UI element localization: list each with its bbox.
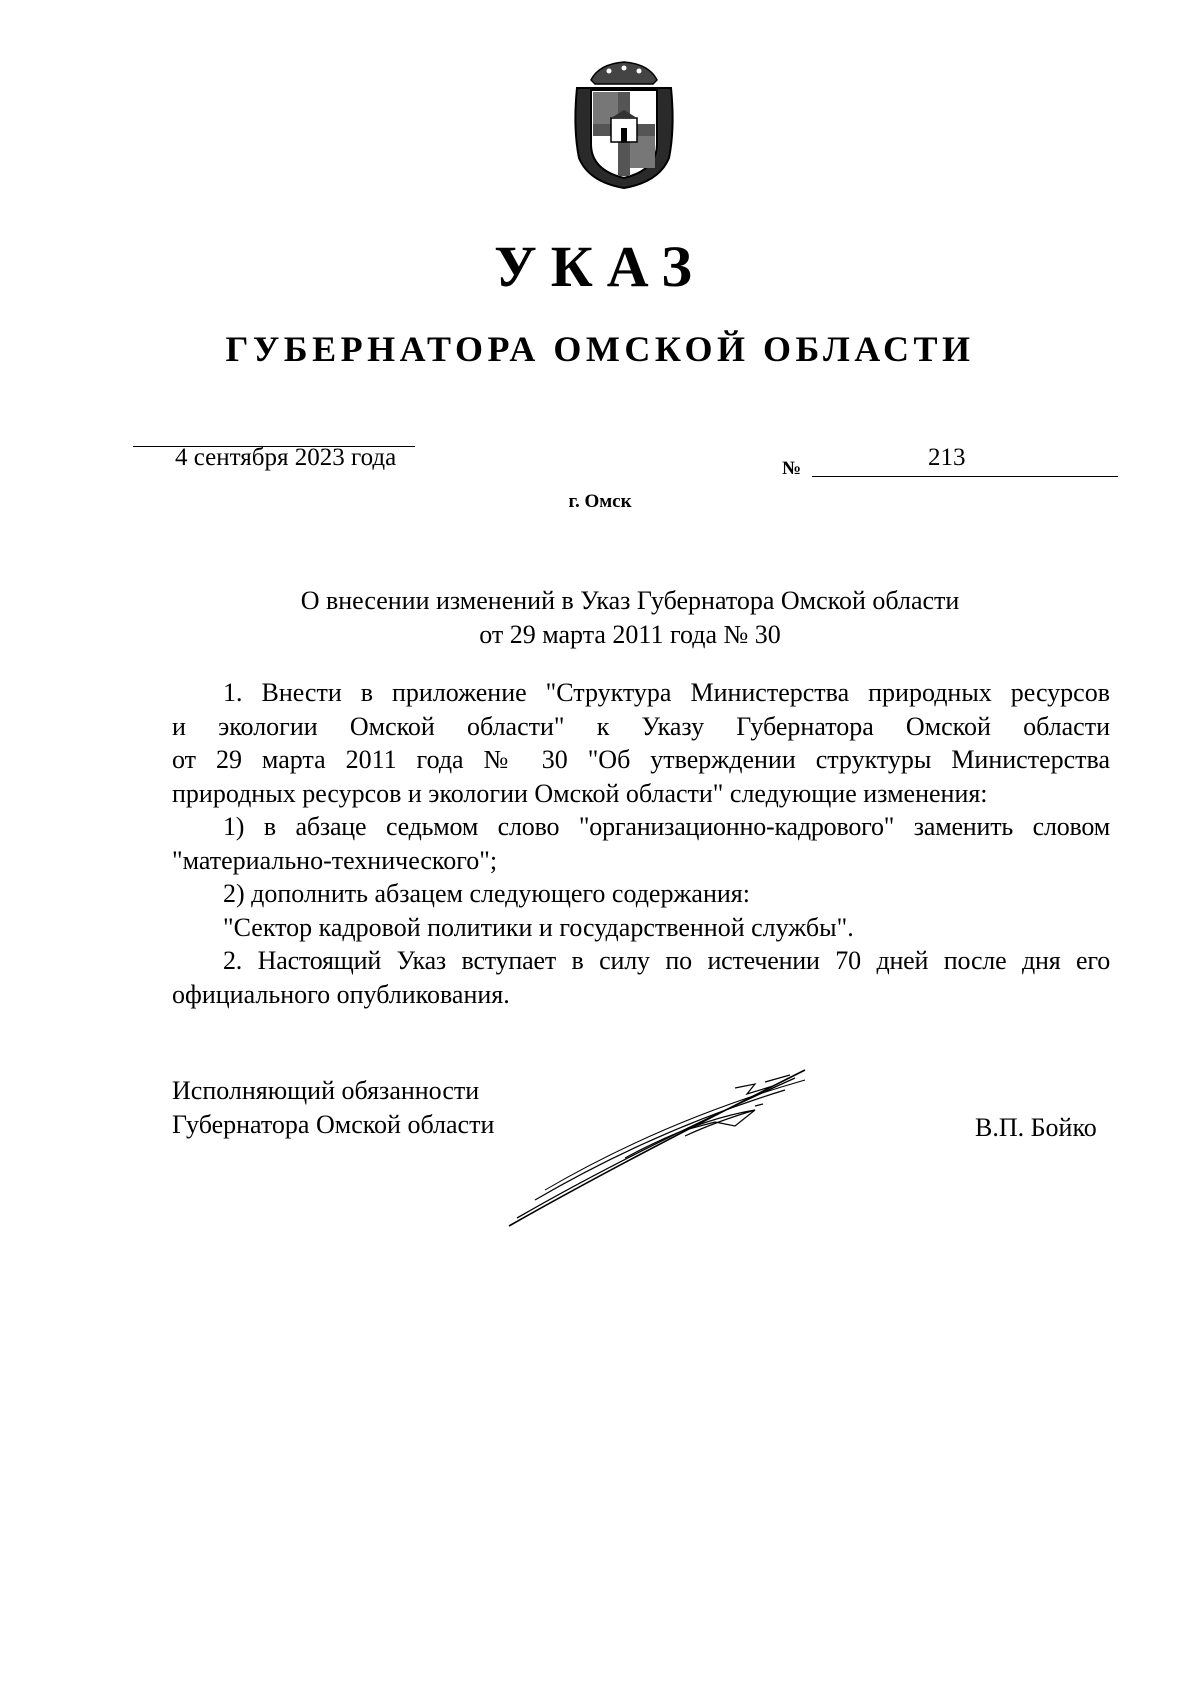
body-line: 2. Настоящий Указ вступает в силу по истечении 70 дней после дня его bbox=[223, 946, 1110, 975]
body-line: 1) в абзаце седьмом слово "организационно-кадрового" заменить словом bbox=[223, 812, 1110, 841]
coat-of-arms-icon bbox=[569, 58, 679, 192]
decree-number: 213 bbox=[928, 444, 966, 471]
signatory-role bbox=[172, 1074, 494, 1142]
role-line: Исполняющий обязанности bbox=[172, 1076, 480, 1105]
body-line: и экологии Омской области" к Указу Губернатора Омской области bbox=[172, 711, 1110, 741]
number-sign: № bbox=[782, 458, 802, 479]
document-title: УКАЗ bbox=[494, 234, 706, 299]
handwritten-signature-icon bbox=[505, 1050, 875, 1230]
body-line: "материально-технического"; bbox=[172, 845, 498, 875]
decree-body bbox=[172, 676, 1110, 1011]
body-line: 1. Внести в приложение "Структура Министерства природных ресурсов bbox=[223, 678, 1110, 707]
body-line: "Сектор кадровой политики и государственной службы". bbox=[223, 912, 854, 942]
body-line: 2) дополнить абзацем следующего содержания: bbox=[223, 879, 750, 908]
decree-subject bbox=[200, 584, 1060, 652]
subject-line: О внесении изменений в Указ Губернатора Омской области bbox=[300, 586, 960, 615]
decree-date: 4 сентября 2023 года bbox=[175, 444, 397, 471]
signatory-name: В.П. Бойко bbox=[975, 1113, 1097, 1142]
number-underline bbox=[812, 476, 1118, 477]
body-line: от 29 марта 2011 года № 30 "Об утверждении структуры Министерства bbox=[172, 745, 1110, 774]
body-line: официального опубликования. bbox=[172, 979, 510, 1009]
issue-city: г. Омск bbox=[568, 491, 632, 512]
subject-line: от 29 марта 2011 года № 30 bbox=[479, 620, 781, 649]
body-line: природных ресурсов и экологии Омской области" следующие изменения: bbox=[172, 778, 988, 808]
document-issuer: ГУБЕРНАТОРА ОМСКОЙ ОБЛАСТИ bbox=[225, 329, 975, 369]
role-line: Губернатора Омской области bbox=[172, 1110, 495, 1139]
